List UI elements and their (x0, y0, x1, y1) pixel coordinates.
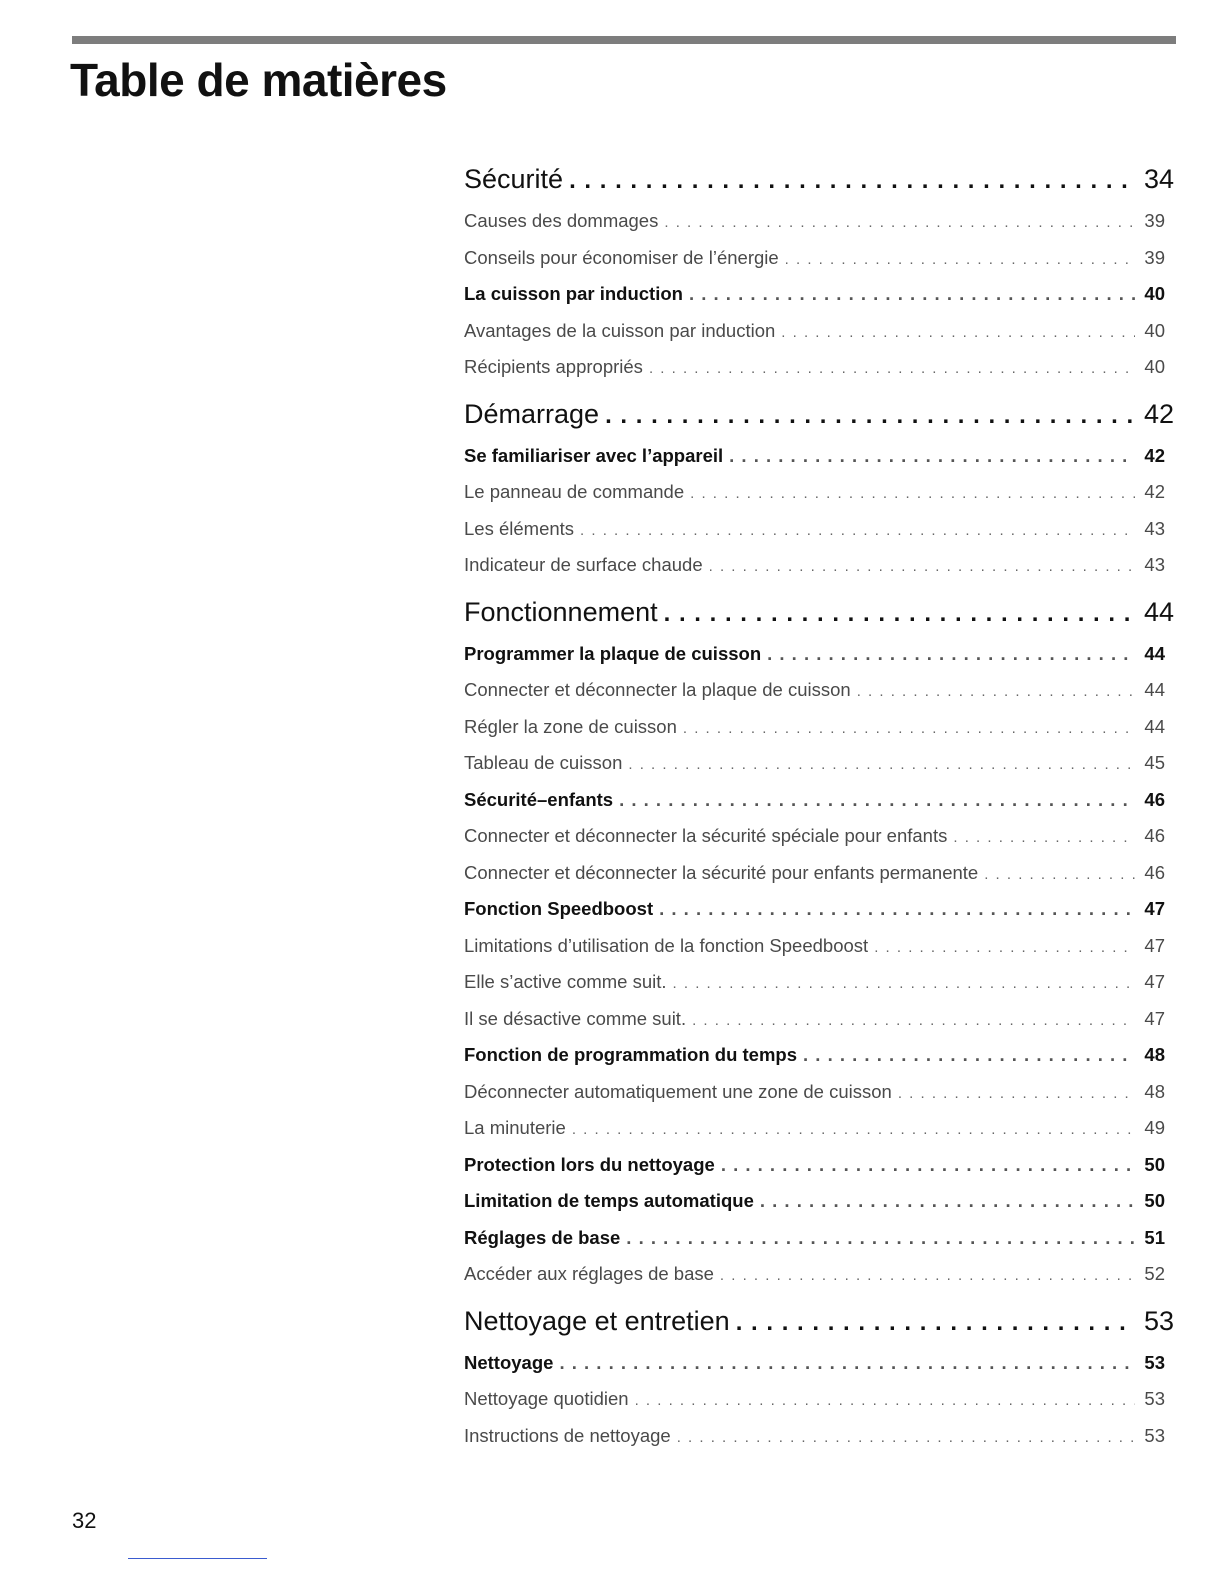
toc-entry-label: Avantages de la cuisson par induction (464, 319, 776, 341)
toc-entry-label: Fonction Speedboost (464, 898, 654, 919)
toc-entry-label: Connecter et déconnecter la sécurité spéciale pour enfants (464, 825, 948, 846)
toc-leader-dots (692, 1012, 1135, 1029)
toc-entry-label: Protection lors du nettoyage (464, 1153, 715, 1175)
toc-leader-dots (709, 558, 1135, 575)
toc-entry-label: Fonction de programmation du temps (464, 1044, 798, 1065)
toc-chapter[interactable] (464, 399, 1174, 445)
toc-entry-label: La minuterie (464, 1117, 566, 1138)
toc-subsection[interactable] (464, 210, 1174, 247)
toc-subsection[interactable] (464, 971, 1174, 1008)
toc-leader-dots (767, 643, 1135, 665)
toc-subsection[interactable] (464, 716, 1174, 753)
toc-subsection[interactable] (464, 481, 1174, 518)
toc-entry-label: Conseils pour économiser de l’énergie (464, 246, 779, 268)
toc-entry-label: Réglages de base (464, 1226, 621, 1248)
page-title: Table de matières (70, 54, 447, 106)
toc-leader-dots (729, 445, 1135, 467)
toc-leader-dots (683, 720, 1135, 737)
toc-entry-page: 46 (1144, 788, 1165, 810)
toc-section[interactable] (464, 643, 1174, 680)
toc-leader-dots (677, 1429, 1135, 1446)
toc-entry-page: 39 (1144, 246, 1165, 268)
toc-section[interactable] (464, 789, 1174, 826)
toc-entry-page: 45 (1144, 752, 1165, 773)
toc-entry-page: 42 (1144, 481, 1165, 502)
toc-entry-page: 43 (1144, 554, 1165, 575)
toc-entry-page: 47 (1144, 898, 1165, 919)
toc-leader-dots (673, 975, 1135, 992)
toc-leader-dots (619, 789, 1135, 811)
toc-entry-label: Il se désactive comme suit. (464, 1007, 687, 1029)
toc-entry-page: 42 (1144, 444, 1165, 466)
toc-subsection[interactable] (464, 1263, 1174, 1300)
toc-entry-label: Nettoyage (464, 1351, 554, 1373)
toc-entry-page: 40 (1144, 356, 1165, 377)
toc-entry-page: 40 (1144, 283, 1165, 304)
toc-subsection[interactable] (464, 1117, 1174, 1154)
toc-entry-page: 50 (1144, 1190, 1165, 1211)
toc-section[interactable] (464, 898, 1174, 935)
toc-section[interactable] (464, 445, 1174, 482)
toc-entry-page: 34 (1143, 164, 1174, 194)
toc-entry-label: Nettoyage et entretien (464, 1305, 730, 1336)
toc-leader-dots (689, 283, 1135, 305)
toc-leader-dots (898, 1085, 1135, 1102)
toc-chapter[interactable] (464, 597, 1174, 643)
toc-entry-label: Régler la zone de cuisson (464, 715, 677, 737)
toc-leader-dots (953, 829, 1135, 846)
toc-entry-page: 44 (1144, 642, 1165, 664)
toc-leader-dots (605, 402, 1132, 430)
toc-entry-label: Se familiariser avec l’appareil (464, 444, 724, 466)
toc-entry-page: 48 (1144, 1080, 1165, 1102)
page-number: 32 (72, 1508, 97, 1533)
toc-leader-dots (857, 683, 1135, 700)
toc-leader-dots (720, 1267, 1135, 1284)
toc-entry-label: Causes des dommages (464, 210, 659, 231)
toc-entry-label: Elle s’active comme suit. (464, 971, 667, 992)
toc-leader-dots (664, 214, 1135, 231)
toc-leader-dots (559, 1352, 1135, 1374)
toc-subsection[interactable] (464, 554, 1174, 591)
toc-entry-page: 53 (1144, 1351, 1165, 1373)
toc-entry-page: 47 (1144, 934, 1165, 956)
toc-leader-dots (736, 1309, 1132, 1337)
toc-leader-dots (635, 1392, 1135, 1409)
toc-leader-dots (760, 1190, 1135, 1212)
toc-leader-dots (569, 167, 1132, 195)
toc-entry-label: Tableau de cuisson (464, 752, 623, 773)
toc-entry-label: Connecter et déconnecter la plaque de cuisson (464, 679, 851, 700)
toc-entry-page: 52 (1144, 1263, 1165, 1284)
toc-subsection[interactable] (464, 1388, 1174, 1425)
toc-subsection[interactable] (464, 356, 1174, 393)
toc-subsection[interactable] (464, 679, 1174, 716)
toc-leader-dots (628, 756, 1135, 773)
toc-entry-page: 44 (1144, 715, 1165, 737)
toc-entry-page: 49 (1144, 1117, 1165, 1138)
footer-link-underline (128, 1558, 267, 1559)
toc-entry-label: Sécurité–enfants (464, 788, 614, 810)
top-rule (72, 36, 1176, 44)
toc-subsection[interactable] (464, 1425, 1174, 1462)
toc-subsection[interactable] (464, 752, 1174, 789)
toc-subsection[interactable] (464, 935, 1174, 972)
toc-entry-label: Le panneau de commande (464, 481, 685, 502)
toc-entry-page: 42 (1143, 398, 1174, 429)
toc-entry-page: 43 (1144, 517, 1165, 539)
toc-entry-label: Indicateur de surface chaude (464, 554, 703, 575)
toc-leader-dots (649, 360, 1135, 377)
toc-entry-label: Limitations d’utilisation de la fonction Speedboost (464, 934, 869, 956)
toc-section[interactable] (464, 1044, 1174, 1081)
toc-entry-page: 53 (1143, 1305, 1174, 1336)
toc-subsection[interactable] (464, 1008, 1174, 1045)
toc-subsection[interactable] (464, 320, 1174, 357)
toc-section[interactable] (464, 283, 1174, 320)
toc-subsection[interactable] (464, 247, 1174, 284)
toc-leader-dots (984, 866, 1135, 883)
toc-section[interactable] (464, 1154, 1174, 1191)
toc-entry-page: 50 (1144, 1153, 1165, 1175)
toc-leader-dots (690, 485, 1135, 502)
toc-entry-page: 48 (1144, 1044, 1165, 1065)
toc-entry-page: 47 (1144, 971, 1165, 992)
toc-leader-dots (664, 600, 1132, 628)
toc-entry-page: 46 (1144, 861, 1165, 883)
toc-leader-dots (659, 898, 1135, 920)
toc-entry-label: Déconnecter automatiquement une zone de cuisson (464, 1080, 892, 1102)
toc-chapter[interactable] (464, 164, 1174, 210)
toc-section[interactable] (464, 1190, 1174, 1227)
toc-entry-page: 40 (1144, 319, 1165, 341)
toc-entry-label: Démarrage (464, 398, 600, 429)
toc-section[interactable] (464, 1352, 1174, 1389)
toc-entry-page: 46 (1144, 825, 1165, 846)
toc-entry-label: Sécurité (464, 164, 564, 194)
toc-subsection[interactable] (464, 518, 1174, 555)
table-of-contents (464, 164, 1174, 1461)
toc-entry-label: Limitation de temps automatique (464, 1190, 754, 1211)
toc-subsection[interactable] (464, 1081, 1174, 1118)
toc-entry-page: 44 (1144, 679, 1165, 700)
toc-leader-dots (626, 1227, 1135, 1249)
toc-entry-label: Connecter et déconnecter la sécurité pour enfants permanente (464, 861, 979, 883)
toc-leader-dots (580, 522, 1135, 539)
toc-leader-dots (785, 251, 1135, 268)
toc-entry-label: Récipients appropriés (464, 356, 643, 377)
toc-chapter[interactable] (464, 1306, 1174, 1352)
toc-entry-page: 53 (1144, 1388, 1165, 1409)
toc-entry-page: 53 (1144, 1424, 1165, 1446)
toc-leader-dots (721, 1154, 1135, 1176)
toc-entry-label: Programmer la plaque de cuisson (464, 642, 762, 664)
toc-subsection[interactable] (464, 825, 1174, 862)
toc-subsection[interactable] (464, 862, 1174, 899)
toc-entry-label: Nettoyage quotidien (464, 1388, 629, 1409)
toc-entry-page: 44 (1143, 596, 1174, 627)
toc-leader-dots (781, 324, 1135, 341)
toc-entry-page: 51 (1144, 1226, 1165, 1248)
toc-leader-dots (803, 1044, 1135, 1066)
toc-section[interactable] (464, 1227, 1174, 1264)
toc-leader-dots (572, 1121, 1135, 1138)
toc-entry-label: Fonctionnement (464, 596, 658, 627)
toc-entry-page: 39 (1144, 210, 1165, 231)
toc-entry-page: 47 (1144, 1007, 1165, 1029)
toc-leader-dots (874, 939, 1135, 956)
toc-entry-label: Accéder aux réglages de base (464, 1263, 714, 1284)
toc-entry-label: Les éléments (464, 517, 575, 539)
toc-entry-label: La cuisson par induction (464, 283, 683, 304)
toc-entry-label: Instructions de nettoyage (464, 1424, 671, 1446)
